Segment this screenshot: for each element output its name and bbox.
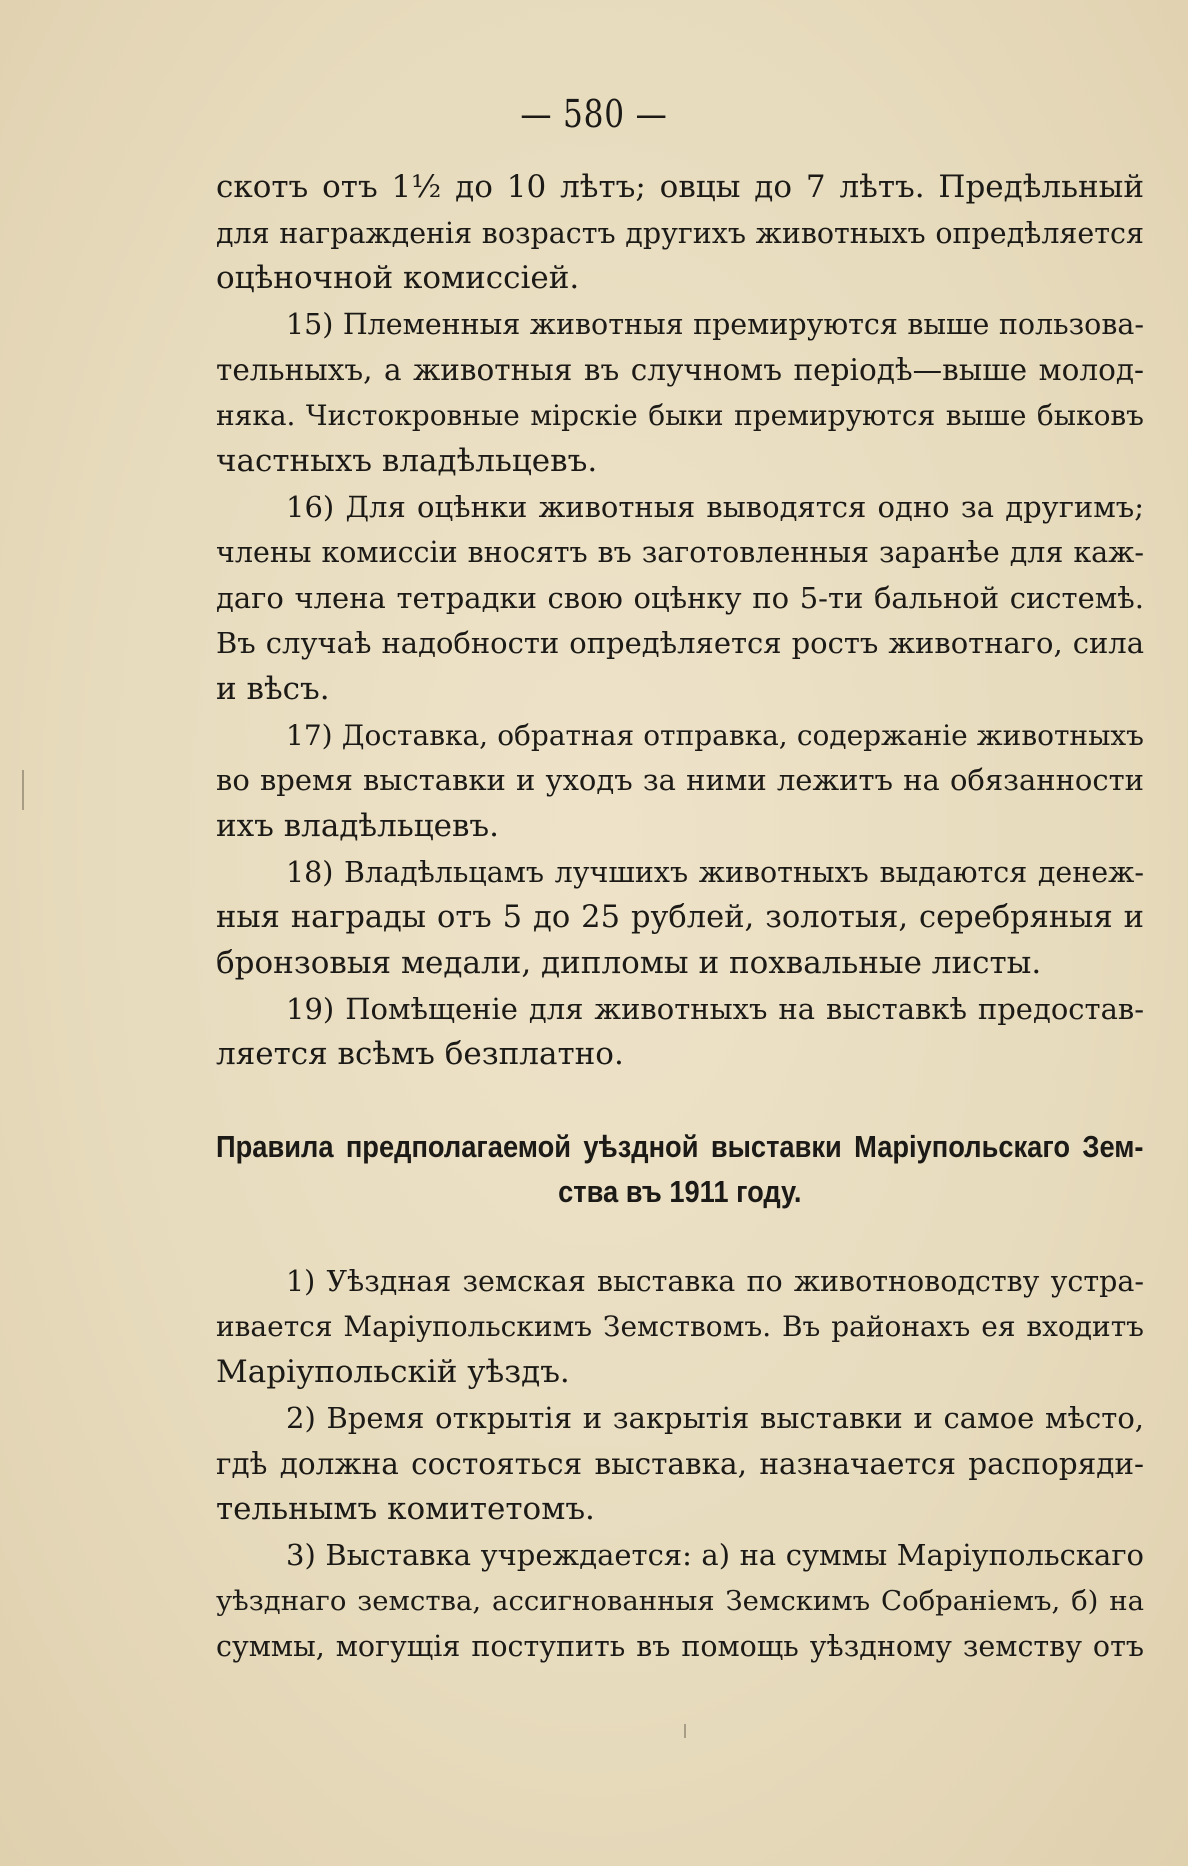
text-line: 15) Племенныя животныя премируются выше пользова- [286,308,1144,342]
text-line: и вѣсъ. [216,670,330,707]
paragraph-19 [216,987,1144,1078]
text-line: 1) Уѣздная земская выставка по животноводству устра- [286,1264,1144,1298]
text-line: гдѣ должна состояться выставка, назначается распоряди- [216,1446,1144,1481]
text-line: 18) Владѣльцамъ лучшихъ животныхъ выдаются денеж- [286,855,1144,889]
margin-mark [684,1724,686,1738]
paragraph-rule-2 [216,1396,1144,1533]
text-line: ныя награды отъ 5 до 25 рублей, золотыя, серебряныя и [216,900,1144,936]
text-line: суммы, могущія поступить въ помощь уѣздному земству отъ [216,1630,1144,1664]
text-line: для награжденія возрастъ другихъ животныхъ опредѣляется [216,216,1144,250]
text-line: члены комиссіи вносятъ въ заготовленныя заранѣе для каж- [216,536,1144,570]
paragraph-continuation [216,165,1144,302]
text-line: Маріупольскій уѣздъ. [216,1353,570,1390]
margin-mark [22,770,24,810]
text-line: оцѣночной комиссіей. [216,260,580,296]
paragraph-rule-3 [216,1533,1144,1670]
text-line: няка. Чистокровные мірскіе быки премируются выше быковъ [216,399,1144,433]
text-line: 2) Время открытія и закрытія выставки и самое мѣсто, [286,1401,1144,1436]
text-line: тельнымъ комитетомъ. [216,1491,595,1528]
text-line: уѣзднаго земства, ассигнованныя Земскимъ Собраніемъ, б) на [216,1584,1144,1617]
text-line: ивается Маріупольскимъ Земствомъ. Въ районахъ ея входитъ [216,1310,1144,1344]
text-line: частныхъ владѣльцевъ. [216,442,598,479]
paragraph-16 [216,485,1144,713]
text-line: 16) Для оцѣнки животныя выводятся одно за другимъ; [286,489,1144,524]
text-line: во время выставки и уходъ за ними лежитъ на обязанности [216,763,1144,798]
text-line: тельныхъ, а животныя въ случномъ періодѣ—выше молод- [216,352,1144,387]
paragraph-17 [216,713,1144,850]
text-line: скотъ отъ 1½ до 10 лѣтъ; овцы до 7 лѣтъ. Предѣльный [216,169,1144,205]
text-line: 3) Выставка учреждается: а) на суммы Маріупольскаго [286,1538,1144,1573]
paragraph-15 [216,302,1144,484]
text-line: Въ случаѣ надобности опредѣляется ростъ животнаго, сила [216,626,1144,661]
section-title-line: Правила предполагаемой уѣздной выставки Маріупольскаго Зем- [216,1128,1144,1164]
text-line: ляется всѣмъ безплатно. [216,1036,624,1073]
text-line: 17) Доставка, обратная отправка, содержаніе животныхъ [286,718,1144,752]
section-title-line: ства въ 1911 году. [558,1173,802,1209]
text-line: ихъ владѣльцевъ. [216,807,500,844]
text-line: 19) Помѣщеніе для животныхъ на выставкѣ предостав- [286,991,1144,1026]
body-text [216,165,1144,1670]
page-number: — 580 — [520,92,668,136]
text-line: бронзовыя медали, дипломы и похвальные листы. [216,944,1042,981]
text-line: даго члена тетрадки свою оцѣнку по 5-ти бальной системѣ. [216,580,1144,615]
section-title [216,1124,1144,1214]
paragraph-rule-1 [216,1259,1144,1396]
paragraph-18 [216,850,1144,987]
